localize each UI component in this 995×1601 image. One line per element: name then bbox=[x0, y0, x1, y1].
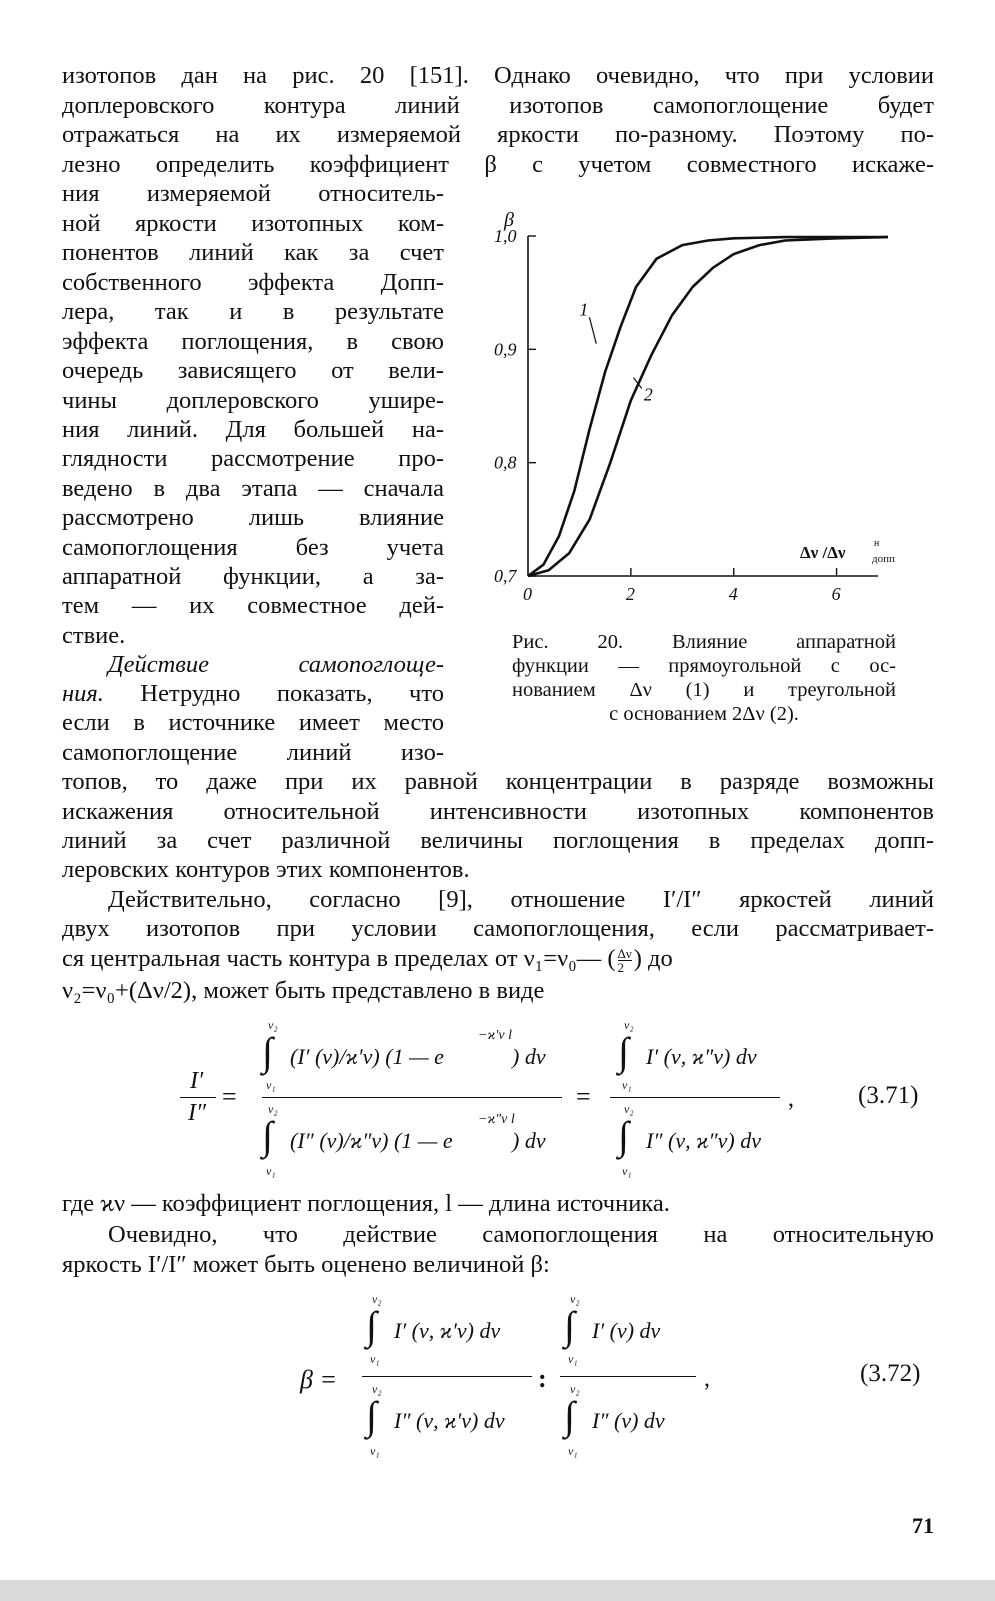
text-line: леровских контуров этих компонентов. bbox=[62, 856, 470, 883]
section-heading: Действие самопоглоще- bbox=[108, 651, 444, 678]
scan-edge bbox=[0, 1580, 995, 1601]
integral-upper-limit: ν₂ bbox=[570, 1382, 580, 1396]
text-line: где ϰν — коэффициент поглощения, l — длина источника. bbox=[62, 1190, 670, 1217]
eq-integrand: I″ (ν, ϰ′ν) dν bbox=[394, 1408, 505, 1433]
page-number: 71 bbox=[912, 1513, 934, 1538]
eq-lhs-denominator: I″ bbox=[188, 1100, 206, 1126]
integral-upper-limit: ν₂ bbox=[268, 1018, 278, 1032]
x-axis-label-superscript: н bbox=[874, 538, 880, 549]
fraction-denominator: 2 bbox=[617, 959, 624, 975]
equation-number: (3.72) bbox=[860, 1360, 921, 1387]
integral-lower-limit: ν₁ bbox=[266, 1078, 276, 1092]
eq-integrand-tail: ) dν bbox=[512, 1128, 546, 1153]
integral-lower-limit: ν₁ bbox=[622, 1164, 632, 1178]
integral-lower-limit: ν₁ bbox=[622, 1078, 632, 1092]
eq-exponent: −ϰ″ν l bbox=[478, 1112, 515, 1127]
integral-lower-limit: ν₁ bbox=[266, 1164, 276, 1178]
text-line: доплеровского контура линий изотопов самопоглощение будет bbox=[62, 92, 934, 119]
text-line: ν₂=ν₀+(Δν/2), может быть представлено в виде bbox=[62, 977, 545, 1004]
text-fragment: ) до bbox=[633, 945, 673, 972]
text-line bbox=[62, 679, 444, 709]
text-line: ной яркости изотопных ком- bbox=[62, 210, 444, 237]
eq-lhs: β = bbox=[300, 1365, 337, 1394]
integral-sign: ∫ bbox=[564, 1393, 575, 1438]
integral-sign: ∫ bbox=[564, 1303, 575, 1348]
curve-label-2: 2 bbox=[643, 384, 653, 405]
text-line: самопоглощение линий изо- bbox=[62, 739, 444, 766]
text-line: ния линий. Для большей на- bbox=[62, 416, 444, 443]
y-tick-label: 1,0 bbox=[494, 226, 517, 246]
text-line: двух изотопов при условии самопоглощения, если рассматривает- bbox=[62, 915, 934, 942]
integral-sign: ∫ bbox=[366, 1393, 377, 1438]
integral-lower-limit: ν₁ bbox=[568, 1444, 578, 1458]
series-curve-2 bbox=[528, 237, 888, 576]
text-line: рассмотрено лишь влияние bbox=[62, 504, 444, 531]
text-line: очередь зависящего от вели- bbox=[62, 357, 444, 384]
text-line: понентов линий как за счет bbox=[62, 239, 444, 266]
integral-sign: ∫ bbox=[262, 1029, 273, 1074]
text-line: линий за счет различной величины поглощения в пределах допп- bbox=[62, 827, 934, 854]
inline-fraction bbox=[618, 947, 632, 974]
integral-sign: ∫ bbox=[618, 1029, 629, 1074]
text-line: собственного эффекта Допп- bbox=[62, 269, 444, 296]
eq-integrand: I′ (ν) dν bbox=[592, 1318, 661, 1343]
text-fragment: ся центральная часть контура в пределах от ν₁=ν₀— ( bbox=[62, 945, 616, 972]
text-line: ведено в два этапа — сначала bbox=[62, 475, 444, 502]
eq-fraction-bar bbox=[262, 1097, 562, 1098]
eq-fraction-bar bbox=[362, 1376, 532, 1377]
integral-upper-limit: ν₂ bbox=[624, 1018, 634, 1032]
section-heading-end: ния. bbox=[62, 680, 104, 707]
text-line: топов, то даже при их равной концентрации в разряде возможны bbox=[62, 768, 934, 795]
integral-upper-limit: ν₂ bbox=[372, 1292, 382, 1306]
eq-colon: : bbox=[538, 1364, 547, 1393]
text-line: эффекта поглощения, в свою bbox=[62, 328, 444, 355]
text-line: чины доплеровского ушире- bbox=[62, 387, 444, 414]
text-line: самопоглощения без учета bbox=[62, 534, 444, 561]
text-line: искажения относительной интенсивности изотопных компонентов bbox=[62, 798, 934, 825]
integral-sign: ∫ bbox=[618, 1113, 629, 1158]
eq-fraction-bar bbox=[610, 1097, 780, 1098]
figure-caption-line: с основанием 2Δν (2). bbox=[609, 703, 799, 725]
x-axis-label: Δν /Δν bbox=[800, 543, 846, 562]
figure-caption-line: нованием Δν (1) и треугольной bbox=[512, 679, 896, 701]
text-line: изотопов дан на рис. 20 [151]. Однако очевидно, что при условии bbox=[62, 62, 934, 89]
x-tick-label: 6 bbox=[831, 584, 841, 604]
figure-caption-line: функции — прямоугольной с ос- bbox=[512, 655, 896, 677]
equation-number: (3.71) bbox=[858, 1082, 919, 1109]
integral-lower-limit: ν₁ bbox=[568, 1352, 578, 1366]
text-line: ствие. bbox=[62, 622, 126, 649]
text-line: яркость I′/I″ может быть оценено величиной β: bbox=[62, 1251, 550, 1278]
integral-upper-limit: ν₂ bbox=[624, 1102, 634, 1116]
text-line: тем — их совместное дей- bbox=[62, 592, 444, 619]
eq-equals: = bbox=[576, 1082, 591, 1111]
integral-lower-limit: ν₁ bbox=[370, 1352, 380, 1366]
eq-integrand: I″ (ν, ϰ″ν) dν bbox=[646, 1128, 761, 1153]
curve-label-1: 1 bbox=[579, 299, 589, 320]
eq-integrand-tail: ) dν bbox=[512, 1044, 546, 1069]
text-line: отражаться на их измеряемой яркости по-разному. Поэтому по- bbox=[62, 121, 934, 148]
text-line: лера, так и в результате bbox=[62, 298, 444, 325]
fraction-numerator: Δν bbox=[617, 945, 632, 961]
text-line: ния измеряемой относитель- bbox=[62, 180, 444, 207]
eq-fraction-bar bbox=[180, 1097, 216, 1098]
integral-upper-limit: ν₂ bbox=[570, 1292, 580, 1306]
figure-20-chart bbox=[488, 196, 928, 616]
text-line: если в источнике имеет место bbox=[62, 709, 444, 736]
text-line: аппаратной функции, а за- bbox=[62, 563, 444, 590]
eq-integrand: I′ (ν, ϰ′ν) dν bbox=[394, 1318, 501, 1343]
integral-sign: ∫ bbox=[262, 1113, 273, 1158]
eq-integrand: I′ (ν, ϰ″ν) dν bbox=[646, 1044, 757, 1069]
y-tick-label: 0,8 bbox=[494, 452, 517, 473]
eq-comma: , bbox=[704, 1366, 710, 1392]
eq-integrand: (I″ (ν)/ϰ″ν) (1 — e bbox=[290, 1128, 453, 1153]
eq-integrand: I″ (ν) dν bbox=[592, 1408, 665, 1433]
text-line bbox=[62, 944, 934, 974]
y-axis-symbol: β bbox=[504, 209, 514, 231]
eq-integrand: (I′ (ν)/ϰ′ν) (1 — e bbox=[290, 1044, 444, 1069]
integral-upper-limit: ν₂ bbox=[372, 1382, 382, 1396]
x-tick-label: 4 bbox=[728, 584, 738, 604]
x-axis-label-subscript: допп bbox=[872, 553, 895, 565]
integral-upper-limit: ν₂ bbox=[268, 1102, 278, 1116]
x-tick-label: 2 bbox=[625, 584, 635, 604]
integral-lower-limit: ν₁ bbox=[370, 1444, 380, 1458]
y-tick-label: 0,7 bbox=[494, 566, 517, 586]
figure-caption-line: Рис. 20. Влияние аппаратной bbox=[512, 631, 896, 653]
text-line: Очевидно, что действие самопоглощения на относительную bbox=[108, 1221, 934, 1248]
eq-exponent: −ϰ′ν l bbox=[478, 1028, 512, 1043]
text-line: Действительно, согласно [9], отношение I′/I″ яркостей линий bbox=[108, 886, 934, 913]
x-tick-label: 0 bbox=[523, 584, 532, 604]
eq-equals: = bbox=[222, 1082, 237, 1111]
text-line: глядности рассмотрение про- bbox=[62, 445, 444, 472]
integral-sign: ∫ bbox=[366, 1303, 377, 1348]
text-line: лезно определить коэффициент β с учетом совместного искаже- bbox=[62, 151, 934, 178]
eq-fraction-bar bbox=[560, 1376, 696, 1377]
eq-comma: , bbox=[788, 1086, 794, 1112]
series-curve-1 bbox=[528, 237, 888, 576]
curve-label-leader bbox=[589, 317, 596, 343]
y-tick-label: 0,9 bbox=[494, 339, 517, 360]
eq-lhs-numerator: I′ bbox=[190, 1068, 204, 1094]
text-fragment: Нетрудно показать, что bbox=[103, 680, 444, 707]
